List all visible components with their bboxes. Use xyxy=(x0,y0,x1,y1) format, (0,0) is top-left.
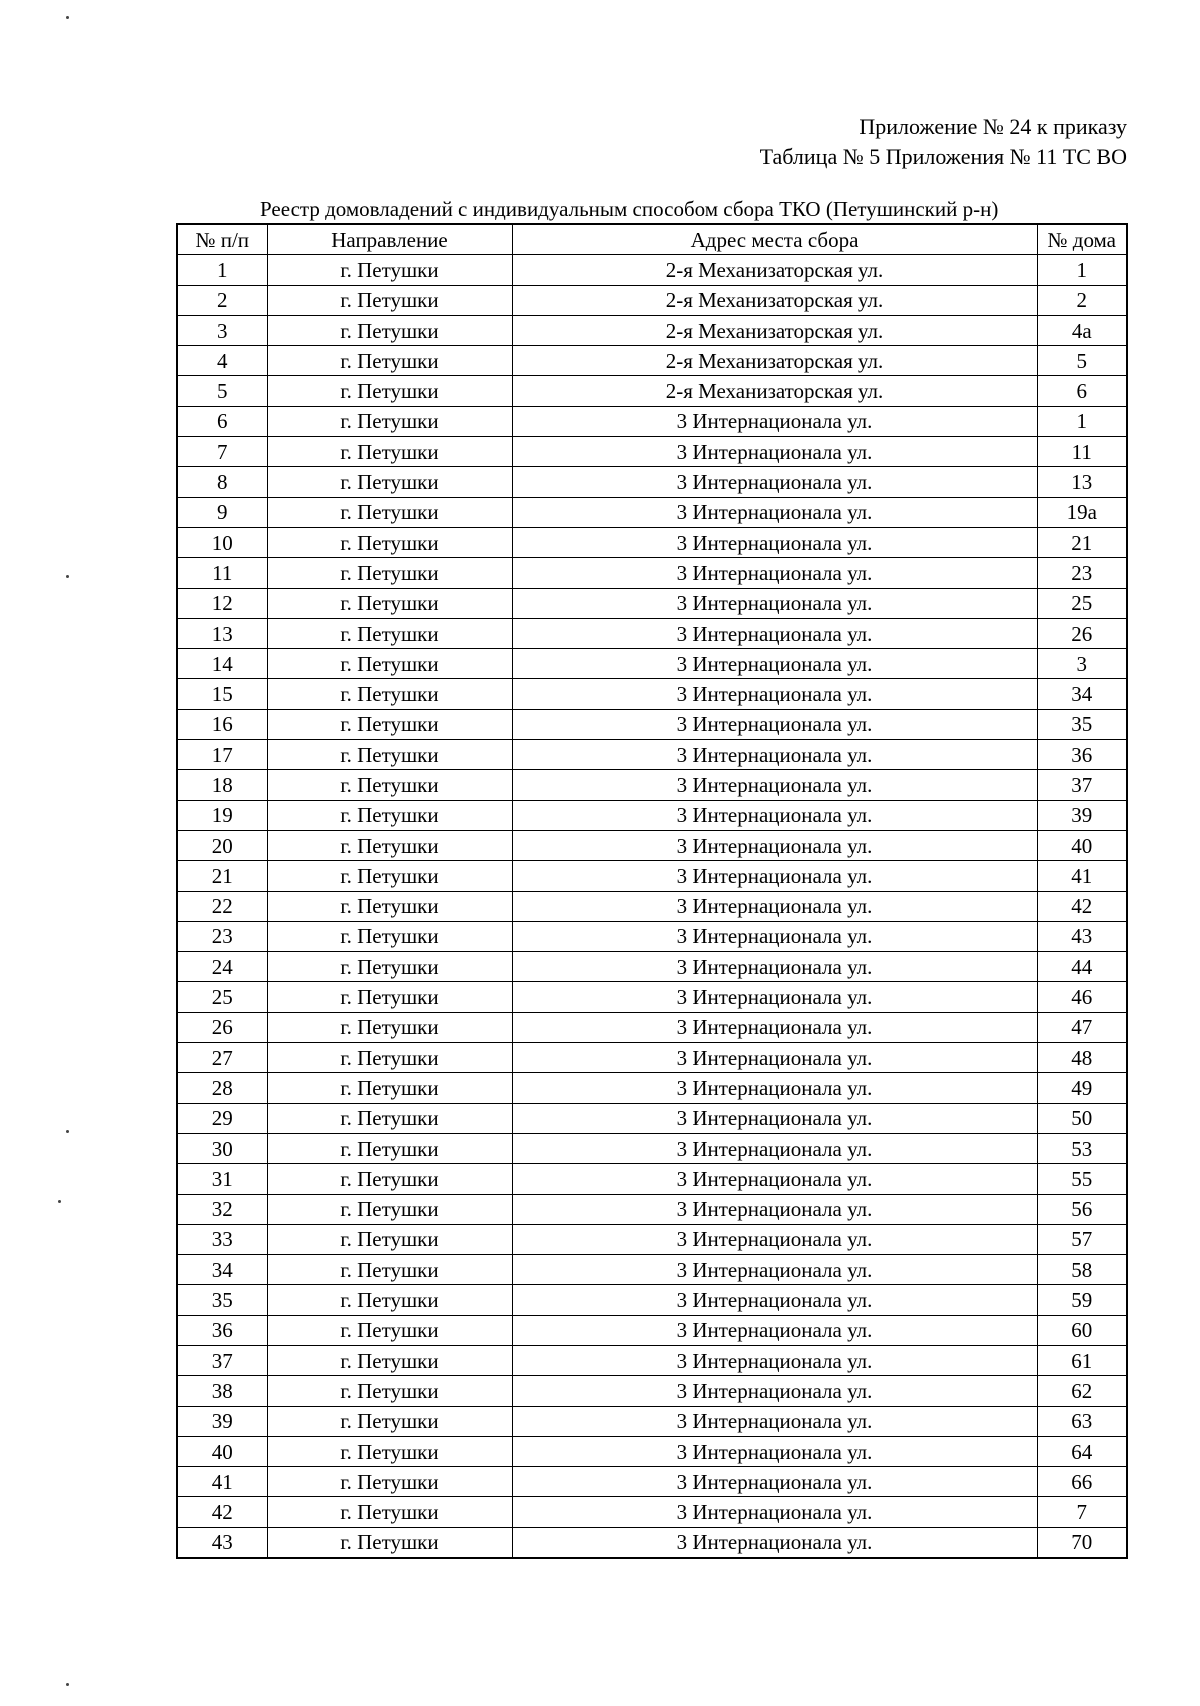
direction-cell: г. Петушки xyxy=(267,1043,512,1073)
row-number-cell: 6 xyxy=(177,406,267,436)
direction-cell: г. Петушки xyxy=(267,709,512,739)
table-row xyxy=(177,649,1127,679)
row-number-cell: 35 xyxy=(177,1285,267,1315)
direction-cell: г. Петушки xyxy=(267,406,512,436)
direction-cell: г. Петушки xyxy=(267,1133,512,1163)
address-cell: 3 Интернационала ул. xyxy=(512,558,1037,588)
address-cell: 3 Интернационала ул. xyxy=(512,1497,1037,1527)
scan-speck xyxy=(58,1200,61,1203)
row-number-cell: 17 xyxy=(177,740,267,770)
address-cell: 3 Интернационала ул. xyxy=(512,1345,1037,1375)
table-row xyxy=(177,952,1127,982)
direction-cell: г. Петушки xyxy=(267,952,512,982)
table-row xyxy=(177,921,1127,951)
address-cell: 3 Интернационала ул. xyxy=(512,1224,1037,1254)
table-row xyxy=(177,618,1127,648)
row-number-cell: 7 xyxy=(177,437,267,467)
address-cell: 3 Интернационала ул. xyxy=(512,527,1037,557)
table-row xyxy=(177,1467,1127,1497)
row-number-cell: 23 xyxy=(177,921,267,951)
direction-cell: г. Петушки xyxy=(267,588,512,618)
direction-cell: г. Петушки xyxy=(267,1012,512,1042)
house-number-cell: 1 xyxy=(1037,255,1127,285)
address-cell: 3 Интернационала ул. xyxy=(512,1012,1037,1042)
address-cell: 3 Интернационала ул. xyxy=(512,1376,1037,1406)
direction-cell: г. Петушки xyxy=(267,679,512,709)
address-cell: 3 Интернационала ул. xyxy=(512,649,1037,679)
row-number-cell: 12 xyxy=(177,588,267,618)
direction-cell: г. Петушки xyxy=(267,861,512,891)
direction-cell: г. Петушки xyxy=(267,982,512,1012)
direction-cell: г. Петушки xyxy=(267,649,512,679)
table-row xyxy=(177,891,1127,921)
direction-cell: г. Петушки xyxy=(267,1255,512,1285)
row-number-cell: 8 xyxy=(177,467,267,497)
house-number-cell: 47 xyxy=(1037,1012,1127,1042)
direction-cell: г. Петушки xyxy=(267,1345,512,1375)
table-row xyxy=(177,437,1127,467)
direction-cell: г. Петушки xyxy=(267,800,512,830)
house-number-cell: 25 xyxy=(1037,588,1127,618)
direction-cell: г. Петушки xyxy=(267,346,512,376)
address-cell: 3 Интернационала ул. xyxy=(512,800,1037,830)
direction-cell: г. Петушки xyxy=(267,921,512,951)
row-number-cell: 29 xyxy=(177,1103,267,1133)
address-cell: 3 Интернационала ул. xyxy=(512,406,1037,436)
house-number-cell: 61 xyxy=(1037,1345,1127,1375)
address-cell: 3 Интернационала ул. xyxy=(512,618,1037,648)
address-cell: 3 Интернационала ул. xyxy=(512,1164,1037,1194)
house-number-cell: 66 xyxy=(1037,1467,1127,1497)
direction-cell: г. Петушки xyxy=(267,1194,512,1224)
house-number-cell: 56 xyxy=(1037,1194,1127,1224)
row-number-cell: 33 xyxy=(177,1224,267,1254)
address-cell: 2-я Механизаторская ул. xyxy=(512,346,1037,376)
address-cell: 3 Интернационала ул. xyxy=(512,679,1037,709)
table-row xyxy=(177,1133,1127,1163)
house-number-cell: 40 xyxy=(1037,830,1127,860)
table-caption: Реестр домовладений с индивидуальным способом сбора ТКО (Петушинский р-н) xyxy=(260,197,999,221)
table-row xyxy=(177,800,1127,830)
column-header-direction: Направление xyxy=(267,224,512,255)
house-number-cell: 39 xyxy=(1037,800,1127,830)
address-cell: 3 Интернационала ул. xyxy=(512,770,1037,800)
direction-cell: г. Петушки xyxy=(267,770,512,800)
direction-cell: г. Петушки xyxy=(267,497,512,527)
address-cell: 2-я Механизаторская ул. xyxy=(512,255,1037,285)
row-number-cell: 18 xyxy=(177,770,267,800)
direction-cell: г. Петушки xyxy=(267,1285,512,1315)
row-number-cell: 40 xyxy=(177,1436,267,1466)
address-cell: 3 Интернационала ул. xyxy=(512,1527,1037,1558)
row-number-cell: 32 xyxy=(177,1194,267,1224)
column-header-address: Адрес места сбора xyxy=(512,224,1037,255)
house-number-cell: 64 xyxy=(1037,1436,1127,1466)
scan-speck xyxy=(66,575,69,578)
row-number-cell: 9 xyxy=(177,497,267,527)
row-number-cell: 15 xyxy=(177,679,267,709)
address-cell: 3 Интернационала ул. xyxy=(512,1133,1037,1163)
table-row xyxy=(177,497,1127,527)
address-cell: 3 Интернационала ул. xyxy=(512,467,1037,497)
direction-cell: г. Петушки xyxy=(267,740,512,770)
address-cell: 3 Интернационала ул. xyxy=(512,1255,1037,1285)
table-row xyxy=(177,467,1127,497)
row-number-cell: 22 xyxy=(177,891,267,921)
row-number-cell: 21 xyxy=(177,861,267,891)
direction-cell: г. Петушки xyxy=(267,437,512,467)
table-row xyxy=(177,346,1127,376)
direction-cell: г. Петушки xyxy=(267,1224,512,1254)
house-number-cell: 59 xyxy=(1037,1285,1127,1315)
address-cell: 3 Интернационала ул. xyxy=(512,1315,1037,1345)
address-cell: 3 Интернационала ул. xyxy=(512,497,1037,527)
row-number-cell: 19 xyxy=(177,800,267,830)
address-cell: 3 Интернационала ул. xyxy=(512,982,1037,1012)
row-number-cell: 36 xyxy=(177,1315,267,1345)
row-number-cell: 24 xyxy=(177,952,267,982)
row-number-cell: 38 xyxy=(177,1376,267,1406)
row-number-cell: 25 xyxy=(177,982,267,1012)
row-number-cell: 42 xyxy=(177,1497,267,1527)
direction-cell: г. Петушки xyxy=(267,1406,512,1436)
table-reference-line: Таблица № 5 Приложения № 11 ТС ВО xyxy=(759,144,1127,169)
address-cell: 3 Интернационала ул. xyxy=(512,709,1037,739)
address-cell: 3 Интернационала ул. xyxy=(512,588,1037,618)
table-row xyxy=(177,588,1127,618)
row-number-cell: 13 xyxy=(177,618,267,648)
house-number-cell: 62 xyxy=(1037,1376,1127,1406)
row-number-cell: 5 xyxy=(177,376,267,406)
row-number-cell: 43 xyxy=(177,1527,267,1558)
row-number-cell: 14 xyxy=(177,649,267,679)
table-row xyxy=(177,255,1127,285)
direction-cell: г. Петушки xyxy=(267,1073,512,1103)
house-number-cell: 48 xyxy=(1037,1043,1127,1073)
direction-cell: г. Петушки xyxy=(267,285,512,315)
direction-cell: г. Петушки xyxy=(267,1497,512,1527)
row-number-cell: 41 xyxy=(177,1467,267,1497)
row-number-cell: 11 xyxy=(177,558,267,588)
row-number-cell: 26 xyxy=(177,1012,267,1042)
address-cell: 3 Интернационала ул. xyxy=(512,1073,1037,1103)
direction-cell: г. Петушки xyxy=(267,891,512,921)
house-number-cell: 50 xyxy=(1037,1103,1127,1133)
row-number-cell: 31 xyxy=(177,1164,267,1194)
house-number-cell: 44 xyxy=(1037,952,1127,982)
row-number-cell: 34 xyxy=(177,1255,267,1285)
address-cell: 2-я Механизаторская ул. xyxy=(512,376,1037,406)
table-row xyxy=(177,1043,1127,1073)
direction-cell: г. Петушки xyxy=(267,376,512,406)
house-number-cell: 49 xyxy=(1037,1073,1127,1103)
table-row xyxy=(177,1285,1127,1315)
house-number-cell: 26 xyxy=(1037,618,1127,648)
house-number-cell: 70 xyxy=(1037,1527,1127,1558)
table-row xyxy=(177,1224,1127,1254)
house-number-cell: 63 xyxy=(1037,1406,1127,1436)
table-row xyxy=(177,1376,1127,1406)
direction-cell: г. Петушки xyxy=(267,558,512,588)
direction-cell: г. Петушки xyxy=(267,467,512,497)
address-cell: 3 Интернационала ул. xyxy=(512,861,1037,891)
house-number-cell: 4а xyxy=(1037,315,1127,345)
house-number-cell: 1 xyxy=(1037,406,1127,436)
row-number-cell: 2 xyxy=(177,285,267,315)
direction-cell: г. Петушки xyxy=(267,1315,512,1345)
direction-cell: г. Петушки xyxy=(267,1436,512,1466)
house-number-cell: 58 xyxy=(1037,1255,1127,1285)
table-row xyxy=(177,376,1127,406)
table-row xyxy=(177,830,1127,860)
table-body xyxy=(177,255,1127,1558)
direction-cell: г. Петушки xyxy=(267,255,512,285)
row-number-cell: 16 xyxy=(177,709,267,739)
address-cell: 3 Интернационала ул. xyxy=(512,1194,1037,1224)
address-cell: 2-я Механизаторская ул. xyxy=(512,285,1037,315)
table-row xyxy=(177,285,1127,315)
row-number-cell: 20 xyxy=(177,830,267,860)
direction-cell: г. Петушки xyxy=(267,1103,512,1133)
address-cell: 3 Интернационала ул. xyxy=(512,891,1037,921)
address-cell: 3 Интернационала ул. xyxy=(512,437,1037,467)
scan-speck xyxy=(66,1130,69,1133)
house-number-cell: 35 xyxy=(1037,709,1127,739)
address-cell: 3 Интернационала ул. xyxy=(512,1103,1037,1133)
column-header-house: № дома xyxy=(1037,224,1127,255)
house-number-cell: 55 xyxy=(1037,1164,1127,1194)
table-row xyxy=(177,709,1127,739)
table-row xyxy=(177,1164,1127,1194)
house-number-cell: 6 xyxy=(1037,376,1127,406)
table-row xyxy=(177,315,1127,345)
house-number-cell: 57 xyxy=(1037,1224,1127,1254)
house-number-cell: 37 xyxy=(1037,770,1127,800)
table-row xyxy=(177,1436,1127,1466)
direction-cell: г. Петушки xyxy=(267,1376,512,1406)
house-number-cell: 7 xyxy=(1037,1497,1127,1527)
house-number-cell: 23 xyxy=(1037,558,1127,588)
table-row xyxy=(177,1315,1127,1345)
table-row xyxy=(177,982,1127,1012)
table-header-row xyxy=(177,224,1127,255)
table-row xyxy=(177,558,1127,588)
table-row xyxy=(177,679,1127,709)
registry-table xyxy=(176,223,1128,1559)
table-row xyxy=(177,1406,1127,1436)
address-cell: 3 Интернационала ул. xyxy=(512,1436,1037,1466)
address-cell: 3 Интернационала ул. xyxy=(512,830,1037,860)
row-number-cell: 3 xyxy=(177,315,267,345)
address-cell: 3 Интернационала ул. xyxy=(512,1406,1037,1436)
scan-speck xyxy=(66,16,69,19)
address-cell: 3 Интернационала ул. xyxy=(512,1467,1037,1497)
table-row xyxy=(177,1255,1127,1285)
row-number-cell: 37 xyxy=(177,1345,267,1375)
direction-cell: г. Петушки xyxy=(267,618,512,648)
row-number-cell: 1 xyxy=(177,255,267,285)
table-row xyxy=(177,1345,1127,1375)
table-row xyxy=(177,406,1127,436)
document-header xyxy=(760,112,1127,172)
address-cell: 3 Интернационала ул. xyxy=(512,1043,1037,1073)
direction-cell: г. Петушки xyxy=(267,1467,512,1497)
house-number-cell: 13 xyxy=(1037,467,1127,497)
table-row xyxy=(177,1194,1127,1224)
house-number-cell: 41 xyxy=(1037,861,1127,891)
direction-cell: г. Петушки xyxy=(267,830,512,860)
house-number-cell: 42 xyxy=(1037,891,1127,921)
row-number-cell: 28 xyxy=(177,1073,267,1103)
row-number-cell: 27 xyxy=(177,1043,267,1073)
house-number-cell: 53 xyxy=(1037,1133,1127,1163)
house-number-cell: 46 xyxy=(1037,982,1127,1012)
row-number-cell: 10 xyxy=(177,527,267,557)
house-number-cell: 60 xyxy=(1037,1315,1127,1345)
table-row xyxy=(177,1103,1127,1133)
table-row xyxy=(177,740,1127,770)
house-number-cell: 2 xyxy=(1037,285,1127,315)
column-header-number: № п/п xyxy=(177,224,267,255)
direction-cell: г. Петушки xyxy=(267,527,512,557)
address-cell: 2-я Механизаторская ул. xyxy=(512,315,1037,345)
address-cell: 3 Интернационала ул. xyxy=(512,921,1037,951)
address-cell: 3 Интернационала ул. xyxy=(512,1285,1037,1315)
row-number-cell: 39 xyxy=(177,1406,267,1436)
house-number-cell: 36 xyxy=(1037,740,1127,770)
address-cell: 3 Интернационала ул. xyxy=(512,952,1037,982)
table-row xyxy=(177,527,1127,557)
house-number-cell: 34 xyxy=(1037,679,1127,709)
table-row xyxy=(177,1073,1127,1103)
house-number-cell: 21 xyxy=(1037,527,1127,557)
table-row xyxy=(177,861,1127,891)
row-number-cell: 4 xyxy=(177,346,267,376)
direction-cell: г. Петушки xyxy=(267,1527,512,1558)
table-row xyxy=(177,770,1127,800)
direction-cell: г. Петушки xyxy=(267,1164,512,1194)
house-number-cell: 3 xyxy=(1037,649,1127,679)
house-number-cell: 43 xyxy=(1037,921,1127,951)
table-row xyxy=(177,1497,1127,1527)
scan-speck xyxy=(66,1683,69,1686)
house-number-cell: 11 xyxy=(1037,437,1127,467)
table-row xyxy=(177,1527,1127,1558)
house-number-cell: 19а xyxy=(1037,497,1127,527)
row-number-cell: 30 xyxy=(177,1133,267,1163)
address-cell: 3 Интернационала ул. xyxy=(512,740,1037,770)
appendix-line: Приложение № 24 к приказу xyxy=(859,114,1127,139)
house-number-cell: 5 xyxy=(1037,346,1127,376)
direction-cell: г. Петушки xyxy=(267,315,512,345)
table-row xyxy=(177,1012,1127,1042)
